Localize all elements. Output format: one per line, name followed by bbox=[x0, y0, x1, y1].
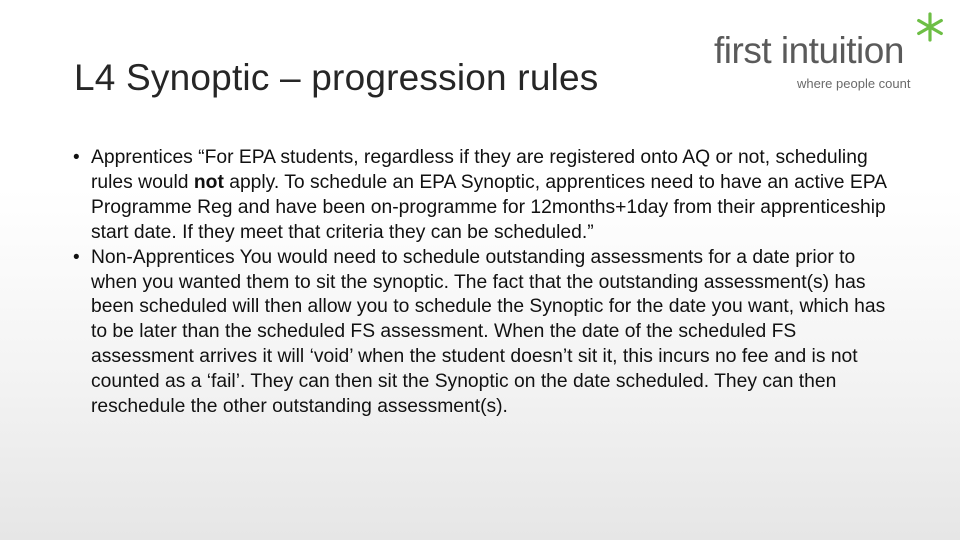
bullet-apprentices-bold-word: not bbox=[193, 171, 224, 193]
bullet-non-apprentices bbox=[72, 246, 902, 420]
bullet-dot-icon: • bbox=[73, 147, 80, 168]
first-intuition-logo bbox=[704, 10, 948, 98]
logo-wordmark: first intuition bbox=[714, 30, 904, 71]
bullet-apprentices-text-part2: apply. To schedule an EPA Synoptic, apprentices need to have an active EPA Programme Reg and have been on-programme for 12months+1day from their apprenticeship start date. If they meet that criteria they can be scheduled.” bbox=[91, 171, 886, 243]
logo-tagline: where people count bbox=[797, 76, 911, 91]
asterisk-icon bbox=[915, 12, 945, 42]
bullet-list bbox=[72, 146, 902, 420]
bullet-dot-icon: • bbox=[73, 246, 80, 268]
bullet-apprentices-text-part1: Apprentices “For EPA students, regardless if they are registered onto AQ or not, scheduling rules would bbox=[91, 147, 868, 193]
bullet-apprentices bbox=[72, 146, 902, 246]
bullet-non-apprentices-text: Non-Apprentices You would need to schedule outstanding assessments for a date prior to when you wanted them to sit the synoptic. The fact that the outstanding assessment(s) has been scheduled will then allow you to schedule the Synoptic for the date you want, which has to be later than the scheduled FS assessment. When the date of the scheduled FS assessment arrives it will ‘void’ when the student doesn’t sit it, this incurs no fee and is not counted as a ‘fail’. They can then sit the Synoptic on the date scheduled. They can then reschedule the other outstanding assessment(s). bbox=[91, 246, 886, 418]
slide-title: L4 Synoptic – progression rules bbox=[74, 57, 599, 98]
